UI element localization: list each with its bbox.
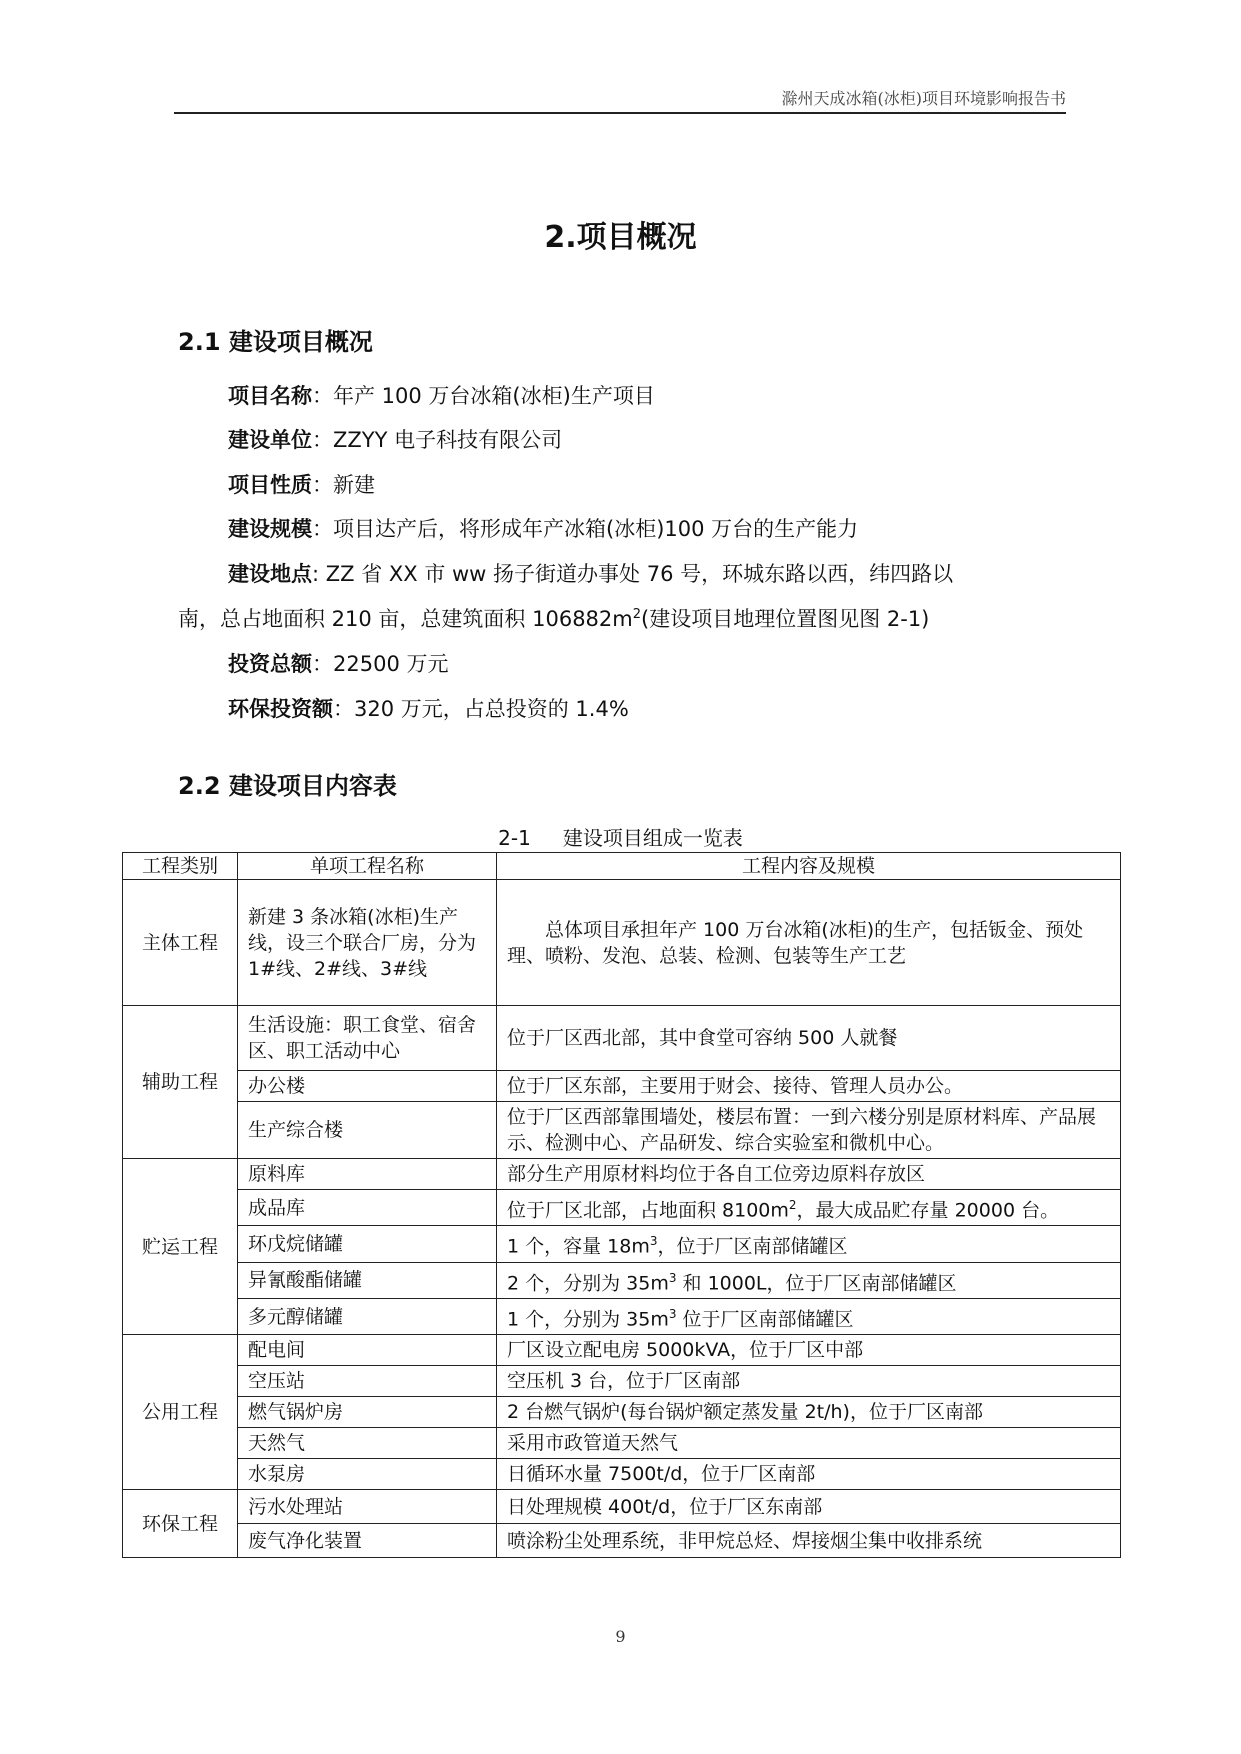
table-row	[123, 1428, 1121, 1459]
content-text: 位于厂区北部，占地面积 8100m	[507, 1199, 789, 1222]
name-cell: 污水处理站	[238, 1490, 497, 1524]
project-composition-table	[122, 852, 1121, 1558]
table-row	[123, 1006, 1121, 1071]
item-label: 建设地点	[228, 562, 312, 586]
table-row	[123, 1298, 1121, 1334]
superscript: 2	[632, 607, 642, 622]
content-cell: 空压机 3 台，位于厂区南部	[497, 1366, 1121, 1397]
item-value: 22500 万元	[333, 652, 449, 676]
item-investment	[228, 648, 448, 678]
superscript: 3	[649, 1234, 658, 1249]
item-label: 项目性质	[228, 473, 312, 497]
table-row	[123, 1366, 1121, 1397]
column-header: 工程类别	[123, 853, 238, 880]
content-cell: 位于厂区西部靠围墙处，楼层布置：一到六楼分别是原材料库、产品展示、检测中心、产品研发、综合实验室和微机中心。	[497, 1102, 1121, 1159]
item-value: 年产 100 万台冰箱(冰柜)生产项目	[333, 384, 655, 408]
content-text-tail: 位于厂区南部储罐区	[676, 1308, 854, 1331]
item-value: 项目达产后，将形成年产冰箱(冰柜)100 万台的生产能力	[333, 517, 859, 541]
item-sep: ：	[312, 517, 333, 541]
table-row	[123, 1335, 1121, 1366]
chapter-title: 2.项目概况	[544, 220, 697, 255]
location-text-tail: (建设项目地理位置图见图 2-1)	[641, 607, 930, 631]
table-row	[123, 1159, 1121, 1190]
table-row	[123, 1071, 1121, 1102]
name-cell: 成品库	[238, 1190, 497, 1226]
content-cell: 位于厂区东部，主要用于财会、接待、管理人员办公。	[497, 1071, 1121, 1102]
item-value: ZZYY 电子科技有限公司	[333, 428, 563, 452]
table-row	[123, 1226, 1121, 1262]
name-cell: 废气净化装置	[238, 1524, 497, 1558]
name-cell: 配电间	[238, 1335, 497, 1366]
content-text-tail: 和 1000L，位于厂区南部储罐区	[676, 1271, 957, 1294]
table-row	[123, 1397, 1121, 1428]
name-cell: 生产综合楼	[238, 1102, 497, 1159]
content-cell: 2 台燃气锅炉(每台锅炉额定蒸发量 2t/h)，位于厂区南部	[497, 1397, 1121, 1428]
item-sep: ：	[312, 428, 333, 452]
content-cell	[497, 1298, 1121, 1334]
item-sep: ：	[312, 384, 333, 408]
table-row	[123, 1490, 1121, 1524]
item-value: 320 万元，占总投资的 1.4%	[354, 697, 629, 721]
running-header: 滁州天成冰箱(冰柜)项目环境影响报告书	[781, 89, 1066, 108]
content-cell	[497, 1262, 1121, 1298]
table-row	[123, 880, 1121, 1006]
content-cell: 采用市政管道天然气	[497, 1428, 1121, 1459]
item-value: 新建	[333, 473, 375, 497]
name-cell: 原料库	[238, 1159, 497, 1190]
section-heading-2-1: 2.1 建设项目概况	[178, 328, 373, 356]
item-env-investment	[228, 693, 629, 723]
header-rule	[174, 112, 1066, 114]
superscript: 3	[668, 1306, 677, 1321]
category-cell: 环保工程	[123, 1490, 238, 1558]
name-cell: 水泵房	[238, 1459, 497, 1490]
content-text-tail: ，位于厂区南部储罐区	[657, 1235, 848, 1258]
category-cell: 主体工程	[123, 880, 238, 1006]
content-cell: 喷涂粉尘处理系统，非甲烷总烃、焊接烟尘集中收排系统	[497, 1524, 1121, 1558]
superscript: 3	[668, 1270, 677, 1285]
content-cell: 位于厂区西北部，其中食堂可容纳 500 人就餐	[497, 1006, 1121, 1071]
name-cell: 异氰酸酯储罐	[238, 1262, 497, 1298]
item-nature	[228, 469, 375, 499]
table-row	[123, 1190, 1121, 1226]
item-builder	[228, 424, 562, 454]
item-sep: ：	[312, 473, 333, 497]
column-header: 单项工程名称	[238, 853, 497, 880]
name-cell: 办公楼	[238, 1071, 497, 1102]
name-cell: 生活设施：职工食堂、宿舍区、职工活动中心	[238, 1006, 497, 1071]
category-cell: 公用工程	[123, 1335, 238, 1490]
content-text: 1 个，容量 18m	[507, 1235, 650, 1258]
table-row	[123, 1102, 1121, 1159]
item-value: ZZ 省 XX 市 ww 扬子街道办事处 76 号，环城东路以西，纬四路以	[325, 562, 954, 586]
item-project-name	[228, 380, 655, 410]
section-heading-2-2: 2.2 建设项目内容表	[178, 772, 397, 800]
content-text: 2 个，分别为 35m	[507, 1271, 669, 1294]
content-cell: 厂区设立配电房 5000kVA，位于厂区中部	[497, 1335, 1121, 1366]
name-cell: 多元醇储罐	[238, 1298, 497, 1334]
content-text-tail: ，最大成品贮存量 20000 台。	[796, 1199, 1060, 1222]
item-label: 项目名称	[228, 384, 312, 408]
item-sep: ：	[312, 652, 333, 676]
superscript: 2	[788, 1198, 797, 1212]
item-label: 建设单位	[228, 428, 312, 452]
page-number: 9	[615, 1627, 626, 1646]
name-cell: 空压站	[238, 1366, 497, 1397]
item-location-continued	[178, 603, 929, 633]
table-row	[123, 1524, 1121, 1558]
category-cell: 辅助工程	[123, 1006, 238, 1159]
name-cell: 天然气	[238, 1428, 497, 1459]
name-cell: 新建 3 条冰箱(冰柜)生产线，设三个联合厂房，分为 1#线、2#线、3#线	[238, 880, 497, 1006]
content-cell: 日循环水量 7500t/d，位于厂区南部	[497, 1459, 1121, 1490]
item-label: 投资总额	[228, 652, 312, 676]
table-row	[123, 1262, 1121, 1298]
content-text: 1 个，分别为 35m	[507, 1308, 669, 1331]
table-caption-number: 2-1	[498, 826, 531, 850]
name-cell: 燃气锅炉房	[238, 1397, 497, 1428]
item-location	[228, 558, 953, 588]
table-caption-text: 建设项目组成一览表	[562, 826, 743, 850]
category-cell: 贮运工程	[123, 1159, 238, 1335]
content-cell: 总体项目承担年产 100 万台冰箱(冰柜)的生产，包括钣金、预处理、喷粉、发泡、总装、检测、包装等生产工艺	[497, 880, 1121, 1006]
content-cell	[497, 1190, 1121, 1226]
item-sep: ：	[333, 697, 354, 721]
column-header: 工程内容及规模	[497, 853, 1121, 880]
content-cell: 部分生产用原材料均位于各自工位旁边原料存放区	[497, 1159, 1121, 1190]
table-row	[123, 1459, 1121, 1490]
item-sep: :	[312, 562, 326, 586]
table-caption	[0, 822, 1241, 851]
item-label: 环保投资额	[228, 697, 333, 721]
content-cell	[497, 1226, 1121, 1262]
table-header-row	[123, 853, 1121, 880]
item-scale	[228, 513, 858, 543]
location-text: 南，总占地面积 210 亩，总建筑面积 106882m	[178, 607, 633, 631]
content-cell: 日处理规模 400t/d，位于厂区东南部	[497, 1490, 1121, 1524]
item-label: 建设规模	[228, 517, 312, 541]
name-cell: 环戊烷储罐	[238, 1226, 497, 1262]
